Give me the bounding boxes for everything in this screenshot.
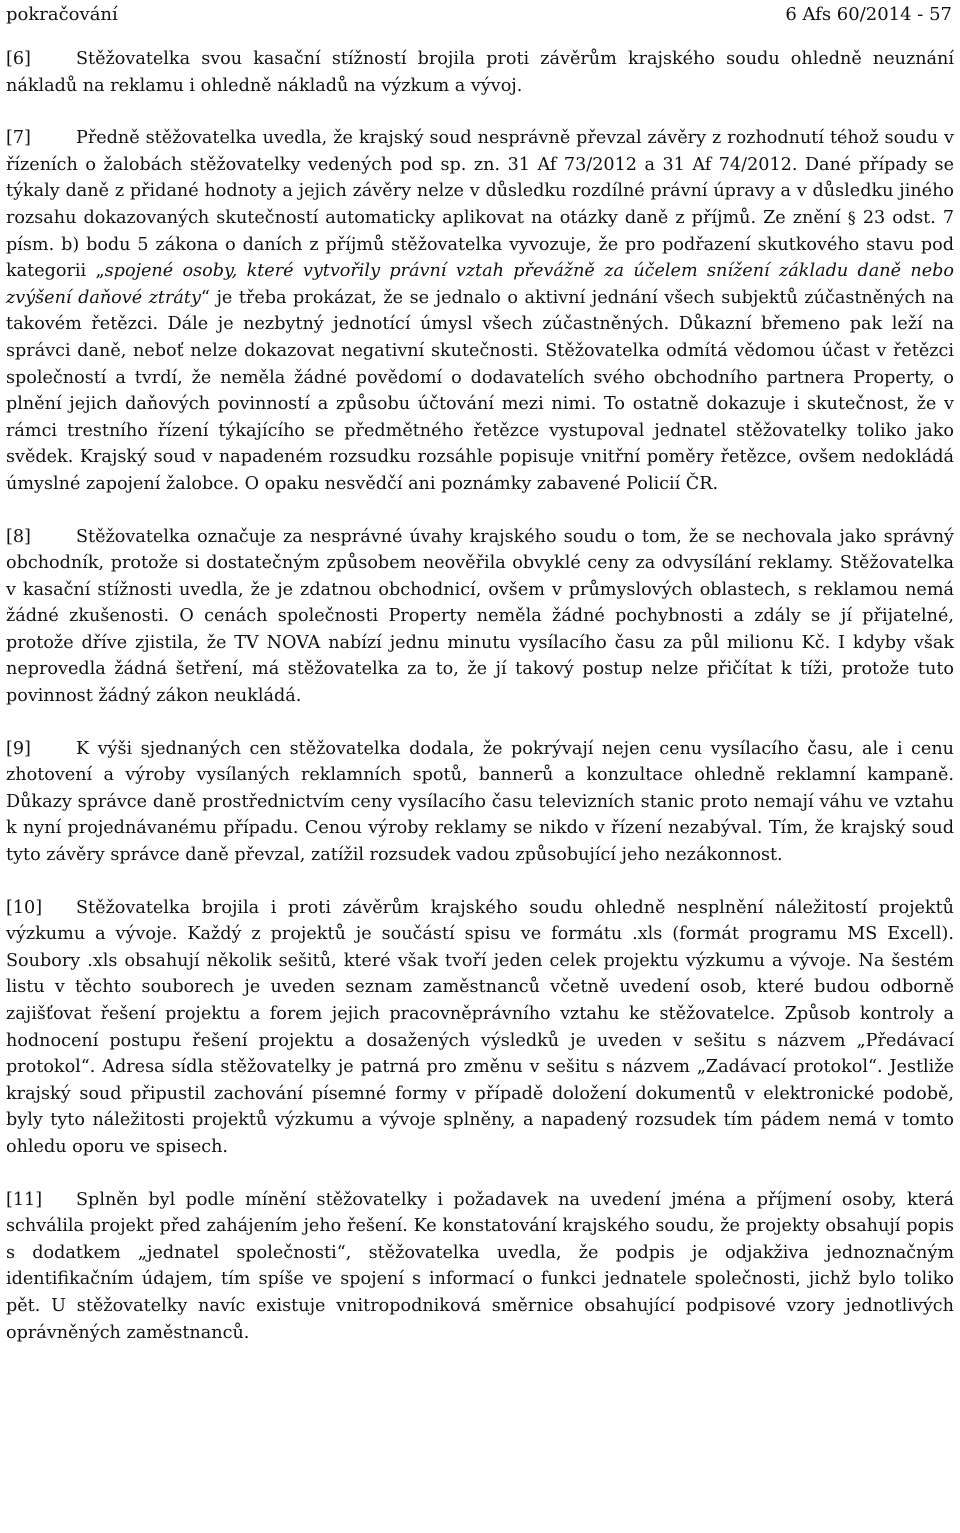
paragraph-text-part-b: 23 odst. 7 písm. b) bodu 5 zákona o daních z příjmů stěžovatelka vyvozuje, že pro podřazení skutkového stavu pod kategorii „ bbox=[6, 207, 955, 282]
paragraph-8 bbox=[6, 524, 954, 710]
paragraph-text: Stěžovatelka označuje za nesprávné úvahy krajského soudu o tom, že se nechovala jako správný obchodník, protože si dostatečným způsobem neověřila obvyklé ceny za odvysílání reklamy. Stěžovatelka v kasační stížnosti uvedla, že je zdatnou obchodnicí, ovšem v průmyslových oblastech, s reklamou nemá žádné zkušenosti. O cenách společnosti Property neměla žádné pochybnosti a zdály se jí přijatelné, protože dříve zjistila, že TV NOVA nabízí jednu minutu vysílacího času za půl milionu Kč. I kdyby však neprovedla žádná šetření, má stěžovatelka za to, že jí takový postup nelze přičítat k tíži, protože tuto povinnost žádný zákon neukládá. bbox=[6, 526, 954, 707]
paragraph-text-part-a: Předně stěžovatelka uvedla, že krajský soud nesprávně převzal závěry z rozhodnutí téhož soudu v řízeních o žalobách stěžovatelky vedených pod sp. zn. 31 Af 73/2012 a 31 Af 74/2012. Dané případy se týkaly daně z přidané hodnoty a jejich závěry nelze v důsledku rozdílné právní úpravy a v důsledku jiného rozsahu dokazovaných skutečností automaticky aplikovat na otázky daně z příjmů. Ze znění bbox=[6, 128, 954, 228]
paragraph-number: [7] bbox=[6, 128, 31, 149]
page-header bbox=[6, 0, 954, 32]
paragraph-11 bbox=[6, 1187, 954, 1347]
paragraph-number: [10] bbox=[6, 897, 43, 918]
paragraph-6 bbox=[6, 46, 954, 99]
paragraph-number: [11] bbox=[6, 1189, 43, 1210]
paragraph-9 bbox=[6, 736, 954, 869]
paragraph-number: [8] bbox=[6, 526, 31, 547]
paragraph-10 bbox=[6, 895, 954, 1161]
paragraph-number: [9] bbox=[6, 738, 31, 759]
paragraph-7 bbox=[6, 125, 954, 497]
paragraph-text: Stěžovatelka svou kasační stížností brojila proti závěrům krajského soudu ohledně neuznání nákladů na reklamu i ohledně nákladů na výzkum a vývoj. bbox=[6, 49, 954, 96]
paragraph-text: K výši sjednaných cen stěžovatelka dodala, že pokrývají nejen cenu vysílacího času, ale i cenu zhotovení a výroby vysílaných reklamních spotů, bannerů a konzultace ohledně reklamní kampaně. Důkazy správce daně prostřednictvím ceny vysílacího času televizních stanic proto nemají váhu ve vztahu k nyní projednávanému případu. Cenou výroby reklamy se nikdo v řízení nezabýval. Tím, že krajský soud tyto závěry správce daně převzal, zatížil rozsudek vadou způsobující jeho nezákonnost. bbox=[6, 738, 954, 866]
paragraph-text: Splněn byl podle mínění stěžovatelky i požadavek na uvedení jména a příjmení osoby, která schválila projekt před zahájením jeho řešení. Ke konstatování krajského soudu, že projekty obsahují popis s dodatkem „jednatel společnosti“, stěžovatelka uvedla, že podpis je odjakživa jednoznačným identifikačním údajem, tím spíše ve spojení s informací o funkci jednatele společnosti, jichž bylo toliko pět. U stěžovatelky navíc existuje vnitropodniková směrnice obsahující podpisové vzory jednotlivých oprávněných zaměstnanců. bbox=[6, 1189, 954, 1343]
section-sign-icon: § bbox=[847, 207, 856, 227]
quoted-legal-term: spojené osoby, které vytvořily právní vztah převážně za účelem snížení základu daně nebo zvýšení daňové ztráty bbox=[6, 261, 955, 308]
paragraph-text: Stěžovatelka brojila i proti závěrům krajského soudu ohledně nesplnění náležitostí projektů výzkumu a vývoje. Každý z projektů je součástí spisu ve formátu .xls (formát programu MS Excell). Soubory .xls obsahují několik sešitů, které však tvoří jeden celek projektu výzkumu a vývoje. Na šestém listu v těchto souborech je uveden seznam zaměstnanců včetně uvedení osob, které budou odborně zajišťovat řešení projektu a forem jejich pracovněprávního vztahu ke stěžovatelce. Způsob kontroly a hodnocení postupu řešení projektu a dosažených výsledků je uveden v sešitu s názvem „Předávací protokol“. Adresa sídla stěžovatelky je patrná pro změnu v sešitu s názvem „Zadávací protokol“. Jestliže krajský soud připustil zachování písemné formy v případě doložení dokumentů v elektronické podobě, byly tyto náležitosti projektů výzkumu a vývoje splněny, a napadený rozsudek tím pádem nemá v tomto ohledu oporu ve spisech. bbox=[6, 897, 954, 1157]
paragraph-text-part-c: “ je třeba prokázat, že se jednalo o aktivní jednání všech subjektů zúčastněných na takovém řetězci. Dále je nezbytný jednotící úmysl všech zúčastněných. Důkazní břemeno pak leží na správci daně, neboť nelze dokazovat negativní skutečnosti. Stěžovatelka odmítá vědomou účast v řetězci společností a tvrdí, že neměla žádné povědomí o dodavatelích svého obchodního partnera Property, o plnění jejich daňových povinností a způsobu účtování mezi nimi. To ostatně dokazuje i skutečnost, že v rámci trestního řízení týkajícího se předmětného řetězce vystupoval jednatel stěžovatelky toliko jako svědek. Krajský soud v napadeném rozsudku rozsáhle popisuje vnitřní poměry řetězce, ovšem nedokládá úmyslné zapojení žalobce. O opaku nesvědčí ani poznámky zabavené Policií ČR. bbox=[6, 287, 954, 494]
case-number: 6 Afs 60/2014 - 57 bbox=[785, 4, 952, 25]
document-page bbox=[6, 0, 954, 1346]
paragraph-number: [6] bbox=[6, 49, 31, 69]
header-continuation-label: pokračování bbox=[6, 4, 118, 25]
